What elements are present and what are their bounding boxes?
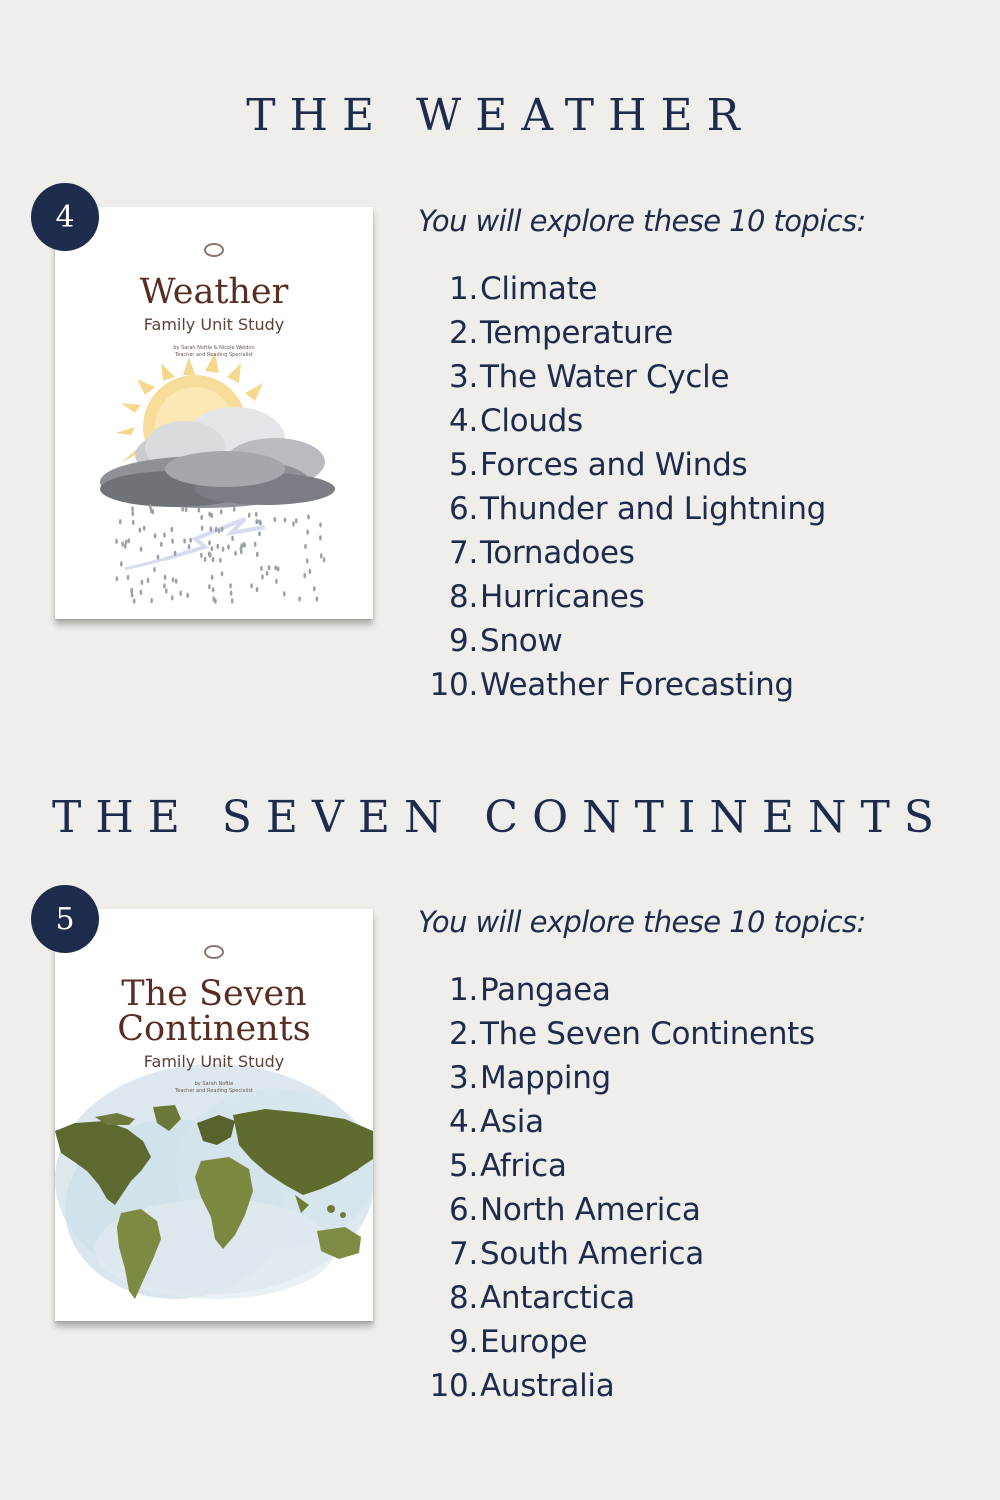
list-item-label: Forces and Winds (480, 447, 748, 483)
topics-intro: You will explore these 10 topics: (418, 204, 866, 238)
list-item-label: Hurricanes (480, 579, 645, 615)
list-item-label: Weather Forecasting (480, 667, 794, 703)
raindrop (147, 578, 150, 583)
raindrop (261, 574, 264, 579)
raindrop (171, 539, 174, 544)
raindrop (240, 549, 243, 554)
raindrop (200, 515, 203, 520)
list-item (420, 399, 826, 443)
raindrop (208, 584, 211, 589)
list-item-number: 6. (449, 491, 478, 527)
weather-book-cover[interactable] (55, 207, 373, 619)
raindrop (171, 527, 174, 532)
publisher-logo-icon (204, 945, 224, 959)
list-item-label: Clouds (480, 403, 583, 439)
raindrop (227, 544, 230, 549)
list-item-label: Thunder and Lightning (480, 491, 827, 527)
raindrop (121, 541, 124, 546)
list-item (420, 1012, 815, 1056)
list-item (420, 1144, 815, 1188)
list-item-number: 4. (449, 403, 478, 439)
raindrop (133, 599, 136, 604)
list-item-label: Tornadoes (480, 535, 635, 571)
book-title-line2: Continents (117, 1009, 311, 1049)
list-item-label: The Water Cycle (480, 359, 730, 395)
raindrop (258, 531, 261, 536)
raindrop (260, 566, 263, 571)
list-item-label: Temperature (480, 315, 674, 351)
raindrop (316, 597, 319, 602)
topics-list (420, 968, 815, 1408)
list-item (420, 663, 826, 707)
list-item-number: 5. (449, 1148, 478, 1184)
raindrop (201, 526, 204, 531)
list-item-number: 6. (449, 1192, 478, 1228)
book-authors-line1: by Sarah Noftle (194, 1081, 234, 1087)
raindrop (131, 592, 134, 597)
raindrop (143, 526, 146, 531)
raindrop (221, 571, 224, 576)
raindrop (165, 588, 168, 593)
raindrop (150, 598, 153, 603)
raindrop (198, 507, 201, 512)
list-item-number: 1. (449, 271, 478, 307)
raindrop (175, 579, 178, 584)
section-heading: THE WEATHER (246, 90, 754, 141)
raindrop (319, 522, 322, 527)
raindrop (181, 507, 184, 512)
raindrop (208, 552, 211, 557)
raindrop (163, 533, 166, 538)
raindrop (200, 553, 203, 558)
list-item-label: Mapping (480, 1060, 611, 1096)
raindrop (217, 544, 220, 549)
list-item (420, 1232, 815, 1276)
raindrop (304, 544, 307, 549)
list-item-label: Asia (480, 1104, 544, 1140)
list-item (420, 311, 826, 355)
raindrop (219, 558, 222, 563)
list-item (420, 1056, 815, 1100)
raindrop (319, 535, 322, 540)
world-map-illustration (55, 909, 373, 1321)
raindrop (210, 527, 213, 532)
raindrop (141, 580, 144, 585)
raindrop (222, 547, 225, 552)
raindrop (320, 553, 323, 558)
book-authors (55, 1081, 373, 1095)
raindrop (140, 590, 143, 595)
raindrop (128, 538, 131, 543)
list-item-label: Europe (480, 1324, 588, 1360)
raindrop (306, 558, 309, 563)
raindrop (132, 520, 135, 525)
raindrop (292, 521, 295, 526)
list-item (420, 1188, 815, 1232)
list-item (420, 487, 826, 531)
list-item (420, 1364, 815, 1408)
list-item-number: 8. (449, 1280, 478, 1316)
raindrop (125, 540, 128, 545)
publisher-logo-icon (204, 243, 224, 257)
list-item (420, 1100, 815, 1144)
weather-illustration (55, 207, 373, 619)
book-title: Weather (139, 272, 289, 312)
raindrop (163, 583, 166, 588)
raindrop (266, 571, 269, 576)
list-item-number: 10. (429, 1368, 478, 1404)
list-item-label: Snow (480, 623, 563, 659)
raindrop (215, 527, 218, 532)
list-item-label: Pangaea (480, 972, 611, 1008)
raindrop (164, 575, 167, 580)
raindrop (309, 569, 312, 574)
raindrop (115, 539, 118, 544)
topics-intro: You will explore these 10 topics: (418, 905, 866, 939)
raindrop (212, 557, 215, 562)
raindrop (230, 591, 233, 596)
list-item-number: 3. (449, 359, 478, 395)
raindrop (259, 520, 262, 525)
continents-book-cover[interactable] (55, 909, 373, 1321)
raindrop (221, 527, 224, 532)
raindrop (153, 567, 156, 572)
list-item-number: 9. (449, 623, 478, 659)
list-item (420, 1320, 815, 1364)
list-item (420, 267, 826, 311)
list-item-label: The Seven Continents (480, 1016, 815, 1052)
raindrop (284, 517, 287, 522)
raindrop (255, 512, 258, 517)
book-subtitle: Family Unit Study (143, 1052, 285, 1071)
raindrop (255, 519, 258, 524)
raindrop (220, 509, 223, 514)
raindrop (295, 518, 298, 523)
raindrop (116, 576, 119, 581)
book-title-line1: The Seven (121, 974, 307, 1014)
raindrop (204, 557, 207, 562)
raindrop (208, 540, 211, 545)
raindrop (243, 542, 246, 547)
raindrop (172, 577, 175, 582)
list-item-label: Antarctica (480, 1280, 635, 1316)
book-authors-line2: Teacher and Reading Specialist (175, 352, 253, 358)
raindrop (139, 528, 142, 533)
list-item (420, 619, 826, 663)
list-item-number: 8. (449, 579, 478, 615)
book-authors-line1: by Sarah Noftle & Nicole Weldon (173, 345, 255, 351)
raindrop (119, 519, 122, 524)
raindrop (154, 533, 157, 538)
raindrop (231, 598, 234, 603)
raindrop (186, 593, 189, 598)
raindrop (307, 514, 310, 519)
list-item-number: 9. (449, 1324, 478, 1360)
raindrop (211, 575, 214, 580)
raindrop (275, 579, 278, 584)
raindrop (171, 595, 174, 600)
list-item-number: 7. (449, 1236, 478, 1272)
book-authors (55, 345, 373, 359)
raindrop (256, 587, 259, 592)
list-item (420, 968, 815, 1012)
raindrop (277, 566, 280, 571)
list-item-label: South America (480, 1236, 704, 1272)
number-badge: 5 (31, 885, 99, 953)
list-item-number: 5. (449, 447, 478, 483)
list-item-label: North America (480, 1192, 701, 1228)
raindrop (274, 565, 277, 570)
raindrop (214, 599, 217, 604)
raindrop (250, 583, 253, 588)
raindrop (229, 583, 232, 588)
list-item-number: 10. (429, 667, 478, 703)
list-item (420, 531, 826, 575)
raindrop (120, 561, 123, 566)
raindrop (233, 507, 236, 512)
raindrop (185, 507, 188, 512)
list-item (420, 1276, 815, 1320)
raindrop (234, 551, 237, 556)
raindrop (174, 551, 177, 556)
raindrop (149, 505, 152, 510)
list-item-number: 2. (449, 315, 478, 351)
raindrop (323, 557, 326, 562)
raindrop (212, 587, 215, 592)
raindrop (231, 536, 234, 541)
raindrop (140, 547, 143, 552)
list-item-label: Climate (480, 271, 598, 307)
raindrop (130, 588, 133, 593)
raindrop (183, 538, 186, 543)
list-item-number: 7. (449, 535, 478, 571)
raindrop (179, 591, 182, 596)
raindrop (268, 565, 271, 570)
list-item-number: 3. (449, 1060, 478, 1096)
raindrop (306, 530, 309, 535)
raindrop (157, 555, 160, 560)
raindrop (313, 586, 316, 591)
raindrop (211, 546, 214, 551)
raindrop (160, 542, 163, 547)
raindrop (256, 552, 259, 557)
section-heading: THE SEVEN CONTINENTS (51, 792, 949, 843)
book-subtitle: Family Unit Study (143, 315, 285, 334)
raindrop (303, 573, 306, 578)
raindrop (218, 528, 221, 533)
raindrop (127, 575, 130, 580)
list-item-label: Africa (480, 1148, 567, 1184)
list-item (420, 575, 826, 619)
book-authors-line2: Teacher and Reading Specialist (175, 1088, 253, 1094)
topics-list (420, 267, 826, 707)
list-item (420, 355, 826, 399)
list-item (420, 443, 826, 487)
raindrop (131, 506, 134, 511)
number-badge: 4 (31, 183, 99, 251)
list-item-number: 1. (449, 972, 478, 1008)
raindrop (132, 511, 135, 516)
raindrop (248, 513, 251, 518)
raindrop (274, 517, 277, 522)
raindrop (283, 591, 286, 596)
raindrop (298, 596, 301, 601)
raindrop (208, 512, 211, 517)
raindrop (254, 542, 257, 547)
list-item-label: Australia (480, 1368, 615, 1404)
raindrop (188, 544, 191, 549)
raindrop (189, 538, 192, 543)
list-item-number: 4. (449, 1104, 478, 1140)
list-item-number: 2. (449, 1016, 478, 1052)
